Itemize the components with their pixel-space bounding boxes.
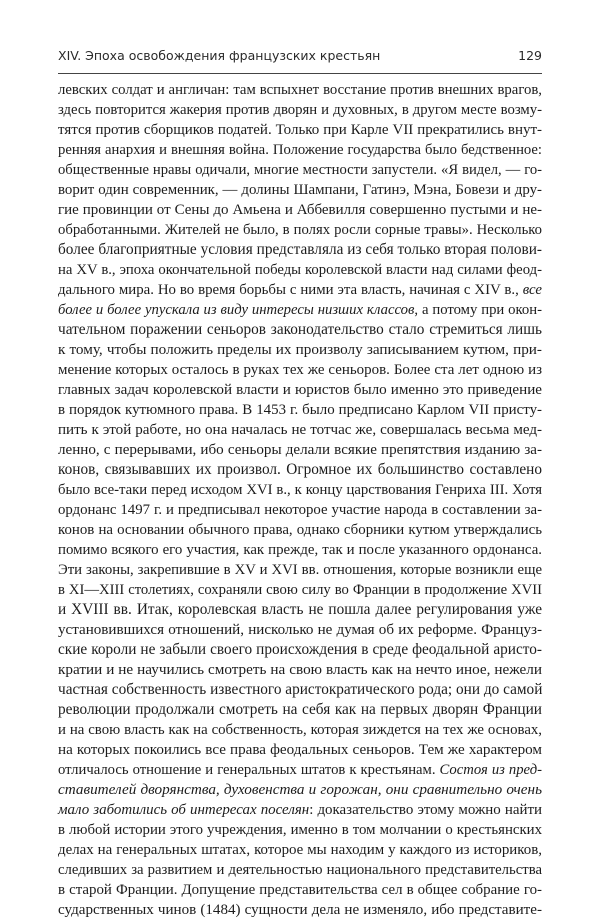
text-segment: революции продолжали смотреть на себя как на первых дворян Франции xyxy=(58,701,542,718)
text-line xyxy=(58,160,542,180)
text-segment: дального мира. Но во время борьбы с ними эта власть, начиная с XIV в., xyxy=(58,282,523,298)
text-line xyxy=(58,100,542,120)
text-line xyxy=(58,360,542,380)
text-line xyxy=(58,660,542,680)
text-line xyxy=(58,400,542,420)
text-segment: менение которых осталось в руках тех же сеньоров. Более ста лет одною из xyxy=(58,362,542,378)
text-line xyxy=(58,600,542,620)
text-line xyxy=(58,260,542,280)
chapter-title: XIV. Эпоха освобождения французских крестьян xyxy=(58,48,381,63)
text-line xyxy=(58,460,542,480)
text-segment: обработанными. Жителей не было, в полях росли сорные травы». Несколько xyxy=(58,222,542,238)
text-segment: общественные нравы одичали, многие местности запустели. «Я видел, — го- xyxy=(58,162,542,178)
text-segment: и на свою власть как на собственность, которая зиждется на тех же основах, xyxy=(58,722,542,738)
text-segment: ские короли не забыли своего происхождения в среде феодальной аристо- xyxy=(58,641,542,658)
text-segment: ордонанс 1497 г. и предписывал некоторое участие народа в составлении за- xyxy=(58,502,542,518)
text-segment: на XV в., эпоха окончательной победы королевской власти над силами феод- xyxy=(58,262,542,278)
text-line xyxy=(58,620,542,640)
text-line xyxy=(58,820,542,840)
text-segment: чательном поражении сеньоров законодательство стало стремиться лишь xyxy=(58,321,542,338)
header-rule xyxy=(58,73,542,74)
text-line xyxy=(58,840,542,860)
text-segment: частная собственность известного аристократического рода; они до самой xyxy=(58,681,543,698)
text-segment: в любой истории этого учреждения, именно в том молчании о крестьянских xyxy=(58,822,542,838)
text-segment: и XVIII вв. Итак, королевская власть не пошла далее регулирования уже xyxy=(58,601,542,618)
text-line xyxy=(58,680,542,700)
text-segment: здесь повторится жакерия против дворян и духовных, в другом месте возму- xyxy=(58,102,542,118)
text-segment: главных задач королевской власти и юристов было именно это приведение xyxy=(58,382,542,398)
text-line xyxy=(58,720,542,740)
text-line xyxy=(58,560,542,580)
text-line xyxy=(58,240,542,260)
text-segment: гие провинции от Сены до Амьена и Аббевилля совершенно пустыми и не- xyxy=(58,202,542,218)
text-line xyxy=(58,280,542,300)
text-segment: : доказательство этому можно найти xyxy=(309,802,542,818)
text-line xyxy=(58,180,542,200)
text-segment: помимо всякого его участия, как прежде, так и после указанного ордонанса. xyxy=(58,542,542,558)
text-segment: к тому, чтобы положить пределы их произволу записыванием кутюм, при- xyxy=(58,341,542,358)
text-line xyxy=(58,700,542,720)
text-segment: пить к этой работе, но она началась не тотчас же, совершалась весьма мед- xyxy=(58,422,542,438)
text-segment: ворит один современник, — долины Шампани, Гатинэ, Мэна, Бовези и дру- xyxy=(58,182,542,198)
text-line xyxy=(58,500,542,520)
text-segment: ренняя анархия и внешняя война. Положение государства было бедственное: xyxy=(58,142,542,158)
text-line xyxy=(58,540,542,560)
text-segment: Эти законы, закрепившие в XV и XVI вв. отношения, которые возникли еще xyxy=(58,562,542,578)
text-segment: более благоприятные условия представляла из себя только вторая полови- xyxy=(58,241,542,258)
italic-text-segment: Состоя из пред- xyxy=(439,762,542,778)
page-number: 129 xyxy=(518,48,542,63)
italic-text-segment: все xyxy=(522,282,542,298)
text-line xyxy=(58,800,542,820)
text-line xyxy=(58,220,542,240)
text-line xyxy=(58,320,542,340)
body-text xyxy=(58,80,542,920)
text-segment: левских солдат и англичан: там вспыхнет восстание против внешних врагов, xyxy=(58,82,542,98)
text-segment: сударственных чинов (1484) сущности дела не изменяло, ибо представите- xyxy=(58,902,542,918)
text-line xyxy=(58,780,542,800)
text-segment: делах на генеральных штатах, которое мы находим у каждого из историков, xyxy=(58,842,542,858)
text-segment: в XI—XIII столетиях, сохраняли свою силу во Франции в продолжение XVII xyxy=(58,582,542,598)
text-segment: отличалось отношение и генеральных штатов к крестьянам. xyxy=(58,762,440,778)
text-segment: было все-таки перед исходом XVI в., к концу царствования Генриха III. Хотя xyxy=(58,482,542,498)
text-line xyxy=(58,380,542,400)
text-segment: тятся против сборщиков податей. Только при Карле VII прекратились внут- xyxy=(58,122,542,138)
text-line xyxy=(58,300,542,320)
text-line xyxy=(58,900,542,920)
text-line xyxy=(58,120,542,140)
text-segment: следивших за развитием и деятельностью национального представительства xyxy=(58,862,542,878)
text-segment: , а потому при окон- xyxy=(414,302,542,318)
text-line xyxy=(58,140,542,160)
text-segment: кратии и не научились смотреть на свою власть как на нечто иное, нежели xyxy=(58,661,542,678)
text-line xyxy=(58,860,542,880)
text-line xyxy=(58,520,542,540)
text-segment: ленно, с перерывами, ибо сеньоры делали всякие препятствия изданию за- xyxy=(58,442,542,458)
text-segment: в старой Франции. Допущение представительства сел в общее собрание го- xyxy=(58,882,542,898)
running-header xyxy=(58,45,542,69)
text-line xyxy=(58,480,542,500)
text-segment: на которых покоились все права феодальных сеньоров. Тем же характером xyxy=(58,742,542,758)
italic-text-segment: ставителей дворянства, духовенства и горожан, они сравнительно очень xyxy=(58,781,542,798)
text-segment: в порядок кутюмного права. В 1453 г. было предписано Карлом VII присту- xyxy=(58,402,542,418)
text-line xyxy=(58,740,542,760)
text-line xyxy=(58,340,542,360)
text-segment: конов на основании обычного права, однако сборники кутюм утверждались xyxy=(58,522,542,538)
text-line xyxy=(58,200,542,220)
text-line xyxy=(58,80,542,100)
text-line xyxy=(58,420,542,440)
text-line xyxy=(58,760,542,780)
text-line xyxy=(58,640,542,660)
text-segment: конов, связывавших их произвол. Огромное их большинство составлено xyxy=(58,461,542,478)
text-segment: установившихся отношений, нисколько не думая об их реформе. Француз- xyxy=(58,622,542,638)
italic-text-segment: более и более упускала из виду интересы низших классов xyxy=(58,302,415,318)
text-line xyxy=(58,880,542,900)
text-line xyxy=(58,440,542,460)
text-line xyxy=(58,580,542,600)
italic-text-segment: мало заботились об интересах поселян xyxy=(58,802,310,818)
